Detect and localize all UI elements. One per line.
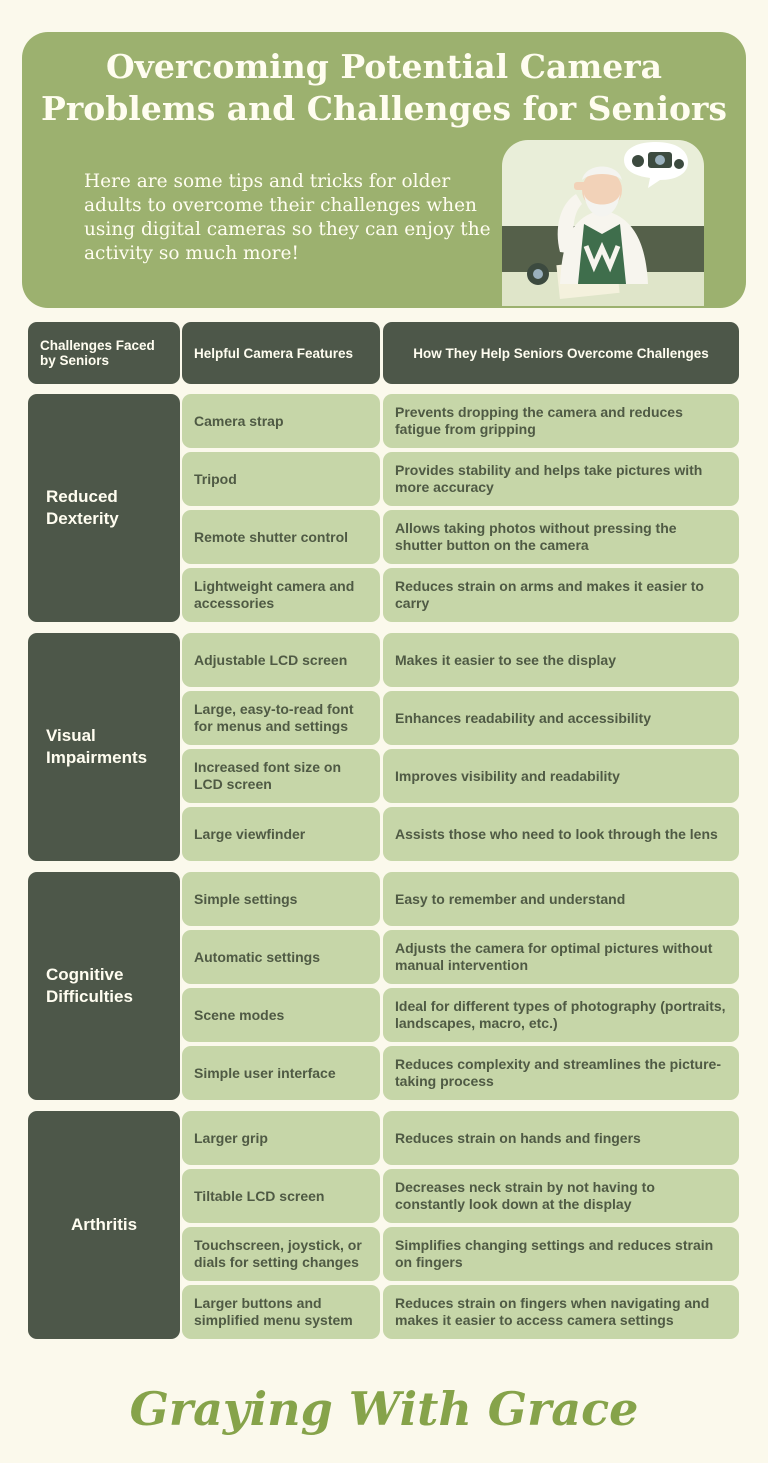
- feature-cell: Simple user interface: [182, 1046, 380, 1100]
- feature-cell: Tripod: [182, 452, 380, 506]
- benefit-cell: Assists those who need to look through the lens: [383, 807, 739, 861]
- benefit-cell: Reduces complexity and streamlines the picture-taking process: [383, 1046, 739, 1100]
- feature-cell: Larger grip: [182, 1111, 380, 1165]
- brand-logo: [0, 1355, 768, 1455]
- benefit-cell: Makes it easier to see the display: [383, 633, 739, 687]
- feature-cell: Camera strap: [182, 394, 380, 448]
- header-banner: [22, 32, 746, 308]
- feature-cell: Larger buttons and simplified menu system: [182, 1285, 380, 1339]
- feature-cell: Large, easy-to-read font for menus and settings: [182, 691, 380, 745]
- column-header-feature: Helpful Camera Features: [182, 322, 380, 384]
- challenge-cell: Cognitive Difficulties: [28, 872, 180, 1100]
- feature-cell: Adjustable LCD screen: [182, 633, 380, 687]
- benefit-cell: Allows taking photos without pressing the shutter button on the camera: [383, 510, 739, 564]
- benefit-cell: Improves visibility and readability: [383, 749, 739, 803]
- challenge-cell: Reduced Dexterity: [28, 394, 180, 622]
- feature-cell: Increased font size on LCD screen: [182, 749, 380, 803]
- challenge-cell: Arthritis: [28, 1111, 180, 1339]
- benefit-cell: Reduces strain on fingers when navigating and makes it easier to access camera settings: [383, 1285, 739, 1339]
- feature-cell: Scene modes: [182, 988, 380, 1042]
- column-header-challenge: Challenges Faced by Seniors: [28, 322, 180, 384]
- title-line-1: Overcoming Potential Camera: [105, 47, 663, 86]
- benefit-cell: Decreases neck strain by not having to constantly look down at the display: [383, 1169, 739, 1223]
- feature-cell: Tiltable LCD screen: [182, 1169, 380, 1223]
- benefit-cell: Provides stability and helps take pictures with more accuracy: [383, 452, 739, 506]
- feature-cell: Automatic settings: [182, 930, 380, 984]
- benefit-cell: Adjusts the camera for optimal pictures without manual intervention: [383, 930, 739, 984]
- benefit-cell: Enhances readability and accessibility: [383, 691, 739, 745]
- feature-cell: Remote shutter control: [182, 510, 380, 564]
- challenge-cell: Visual Impairments: [28, 633, 180, 861]
- title-line-2: Problems and Challenges for Seniors: [41, 89, 727, 128]
- page-title: [22, 46, 746, 130]
- page-subtitle: Here are some tips and tricks for older adults to overcome their challenges when using digital cameras so they can enjoy the activity so much more!: [84, 171, 491, 264]
- benefit-cell: Reduces strain on arms and makes it easier to carry: [383, 568, 739, 622]
- benefit-cell: Reduces strain on hands and fingers: [383, 1111, 739, 1165]
- senior-photographer-illustration: [498, 134, 708, 306]
- benefit-cell: Prevents dropping the camera and reduces fatigue from gripping: [383, 394, 739, 448]
- benefit-cell: Easy to remember and understand: [383, 872, 739, 926]
- feature-cell: Lightweight camera and accessories: [182, 568, 380, 622]
- column-header-benefit: How They Help Seniors Overcome Challenges: [383, 322, 739, 384]
- brand-logo-text: Graying With Grace: [129, 1382, 639, 1436]
- feature-cell: Touchscreen, joystick, or dials for setting changes: [182, 1227, 380, 1281]
- feature-cell: Simple settings: [182, 872, 380, 926]
- benefit-cell: Simplifies changing settings and reduces strain on fingers: [383, 1227, 739, 1281]
- benefit-cell: Ideal for different types of photography (portraits, landscapes, macro, etc.): [383, 988, 739, 1042]
- feature-cell: Large viewfinder: [182, 807, 380, 861]
